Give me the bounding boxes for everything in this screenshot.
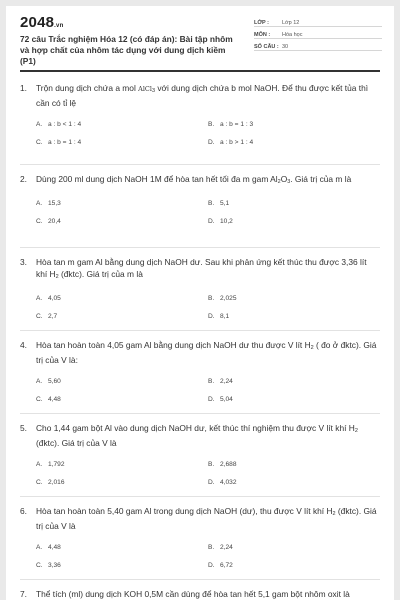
meta-class-row bbox=[254, 16, 382, 27]
question-2 bbox=[6, 173, 394, 237]
question-text: Hòa tan hoàn toàn 5,40 gam Al trong dung dịch NaOH (dư), thu được V lít khí H2 (đktc). Giá trị của V là bbox=[36, 506, 377, 531]
question-7 bbox=[6, 588, 394, 600]
meta-class-label: LỚP : bbox=[254, 20, 269, 26]
option-c[interactable]: C. 20,4 bbox=[36, 217, 61, 225]
question-divider bbox=[20, 164, 380, 165]
question-number: 1. bbox=[20, 83, 27, 93]
option-b[interactable]: B. 2,24 bbox=[208, 377, 233, 385]
option-d[interactable]: D. 5,04 bbox=[208, 395, 233, 403]
option-c[interactable]: C. a : b = 1 : 4 bbox=[36, 138, 82, 146]
meta-subject-row bbox=[254, 28, 382, 39]
meta-count-value: 30 bbox=[282, 44, 289, 50]
meta-count-label: SỐ CÂU : bbox=[254, 44, 279, 50]
question-text: Dùng 200 ml dung dịch NaOH 1M để hòa tan hết tối đa m gam Al2O3. Giá trị của m là bbox=[36, 174, 352, 185]
question-6 bbox=[6, 505, 394, 569]
option-c[interactable]: C. 3,36 bbox=[36, 561, 61, 569]
question-5 bbox=[6, 422, 394, 486]
question-3 bbox=[6, 256, 394, 320]
document-meta bbox=[254, 16, 382, 52]
document-title: 72 câu Trắc nghiệm Hóa 12 (có đáp án): Bài tập nhôm và hợp chất của nhôm tác dụng với dung dịch kiềm (P1) bbox=[20, 34, 233, 66]
question-number: 6. bbox=[20, 506, 27, 516]
question-number: 2. bbox=[20, 174, 27, 184]
option-d[interactable]: D. 8,1 bbox=[208, 312, 230, 320]
answer-options bbox=[36, 538, 380, 574]
question-text: Hòa tan hoàn toàn 4,05 gam Al bằng dung dịch NaOH dư thu được V lít H2 ( đo ở đktc). Giá trị của V là: bbox=[36, 340, 377, 365]
meta-count-row bbox=[254, 40, 382, 51]
answer-options bbox=[36, 455, 380, 491]
option-a[interactable]: A. 5,60 bbox=[36, 377, 61, 385]
question-divider bbox=[20, 247, 380, 248]
question-number: 4. bbox=[20, 340, 27, 350]
option-b[interactable]: B. 2,24 bbox=[208, 543, 233, 551]
document-header bbox=[6, 6, 394, 70]
question-number: 7. bbox=[20, 589, 27, 599]
meta-subject-label: MÔN : bbox=[254, 32, 271, 38]
option-c[interactable]: C. 4,48 bbox=[36, 395, 61, 403]
question-divider bbox=[20, 496, 380, 497]
option-c[interactable]: C. 2,016 bbox=[36, 478, 65, 486]
option-a[interactable]: A. a : b < 1 : 4 bbox=[36, 120, 82, 128]
question-number: 5. bbox=[20, 423, 27, 433]
option-b[interactable]: B. a : b = 1 : 3 bbox=[208, 120, 254, 128]
answer-options bbox=[36, 115, 380, 151]
option-d[interactable]: D. 4,032 bbox=[208, 478, 237, 486]
answer-options bbox=[36, 372, 380, 408]
option-d[interactable]: D. a : b > 1 : 4 bbox=[208, 138, 254, 146]
question-1 bbox=[6, 82, 394, 146]
option-a[interactable]: A. 4,48 bbox=[36, 543, 61, 551]
option-b[interactable]: B. 5,1 bbox=[208, 199, 230, 207]
meta-subject-value: Hóa học bbox=[282, 32, 303, 38]
option-d[interactable]: D. 6,72 bbox=[208, 561, 233, 569]
logo-text: 2048 bbox=[20, 14, 55, 31]
question-text: Trộn dung dịch chứa a mol AlCl3 với dung dịch chứa b mol NaOH. Để thu được kết tủa thì cần có tỉ lệ bbox=[36, 83, 369, 108]
option-c[interactable]: C. 2,7 bbox=[36, 312, 58, 320]
answer-options bbox=[36, 194, 380, 230]
question-divider bbox=[20, 413, 380, 414]
option-a[interactable]: A. 15,3 bbox=[36, 199, 61, 207]
option-b[interactable]: B. 2,688 bbox=[208, 460, 237, 468]
question-text: Hòa tan m gam Al bằng dung dịch NaOH dư. Sau khi phản ứng kết thúc thu được 3,36 lít khí H2 (đktc). Giá trị của m là bbox=[36, 257, 367, 280]
question-4 bbox=[6, 339, 394, 403]
option-d[interactable]: D. 10,2 bbox=[208, 217, 233, 225]
option-b[interactable]: B. 2,025 bbox=[208, 294, 237, 302]
answer-options bbox=[36, 289, 380, 325]
question-divider bbox=[20, 330, 380, 331]
option-a[interactable]: A. 4,05 bbox=[36, 294, 61, 302]
header-divider bbox=[20, 70, 380, 72]
question-list bbox=[6, 82, 394, 600]
question-text: Thể tích (ml) dung dịch KOH 0,5M cần dùng để hòa tan hết 5,1 gam bột nhôm oxit là bbox=[36, 589, 350, 599]
option-a[interactable]: A. 1,792 bbox=[36, 460, 65, 468]
question-text: Cho 1,44 gam bột Al vào dung dịch NaOH dư, kết thúc thí nghiệm thu được V lít khí H2 (đktc). Giá trị của V là bbox=[36, 423, 358, 448]
meta-class-value: Lớp 12 bbox=[282, 20, 300, 26]
document-page bbox=[6, 6, 394, 600]
logo-suffix: .vn bbox=[54, 23, 64, 29]
question-divider bbox=[20, 579, 380, 580]
question-number: 3. bbox=[20, 257, 27, 267]
